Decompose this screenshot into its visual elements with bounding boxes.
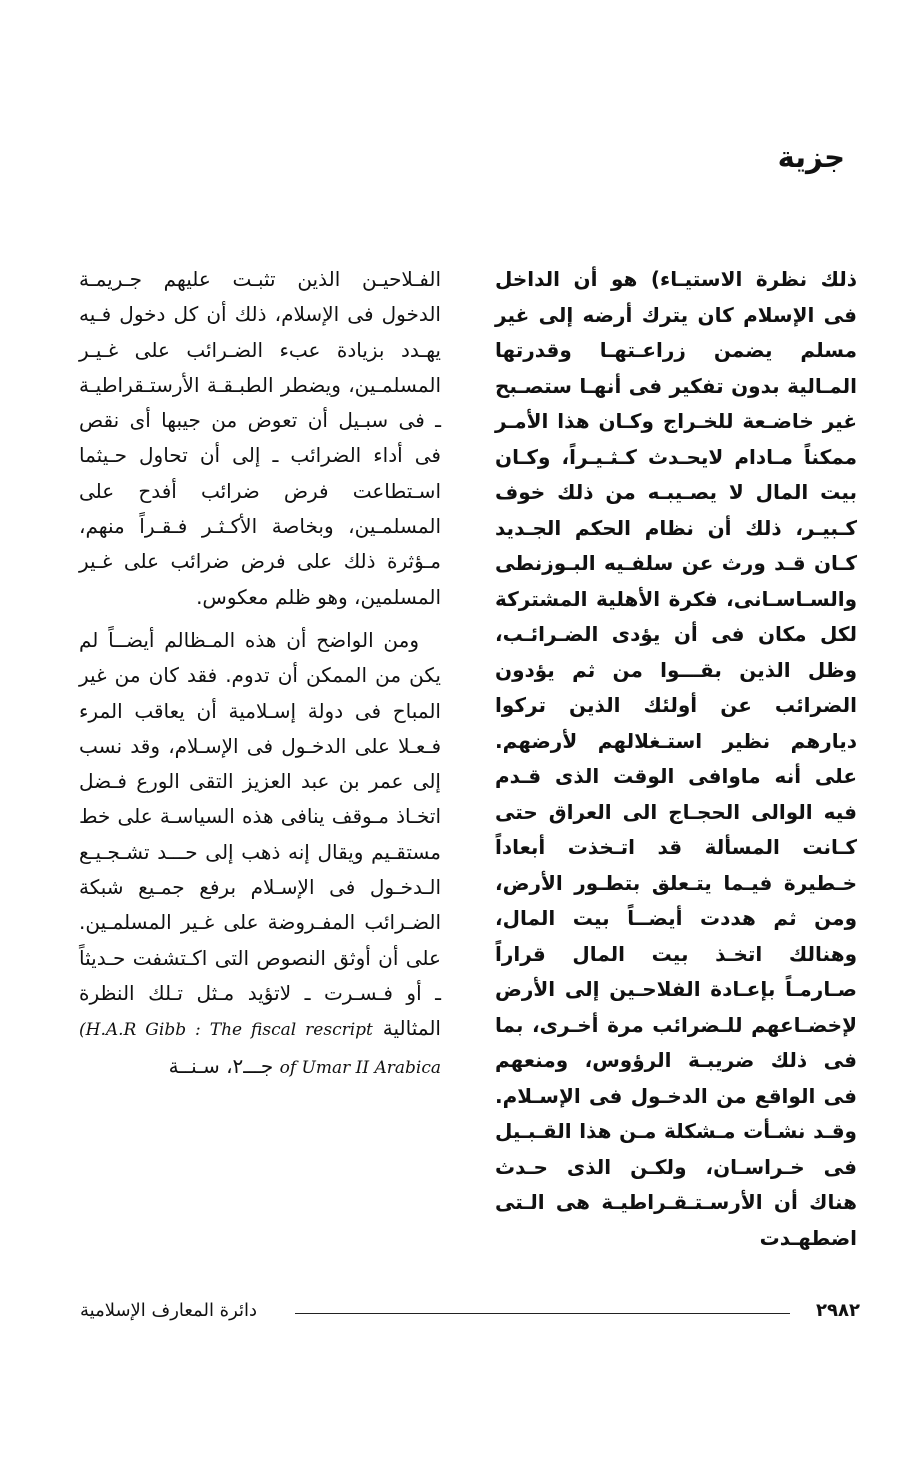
footer-page-number: ٢٩٨٢ [816, 1300, 860, 1321]
right-text-column [495, 262, 857, 1256]
citation-english-2: of Umar II Arabica [279, 1057, 441, 1078]
left-column-paragraph-2-text: ومن الواضح أن هذه المـظالم أيضــاً لم يكن من الممكن أن تدوم. فقد كان من غير المباح فى دولة إسـلامية أن يعاقب المرء فـعـلا على الدخـول فى الإسـلام، وقد نسب إلى عمر بن عبد العزيز التقى الورع فـضل اتخـاذ مـوقف ينافى هذه السياسـة على خط مستقـيم ويقال إنه ذهب إلى حـــد تشـجـيـع الـدخـول فى الإسـلام برفع جمـيع شبكة الضـرائب المفـروضة على غـير المسلمـين. على أن أوثق النصوص التى اكـتشفت حـديثاً ـ أو فـسـرت ـ لاتؤيد مـثل تـلك النظرة المثالية [79, 627, 441, 1041]
citation-english-1: (H.A.R Gibb : The fiscal rescript [79, 1020, 373, 1041]
left-column-paragraph-2 [79, 623, 441, 1086]
footer-rule [295, 1313, 790, 1314]
article-heading: جزية [777, 140, 845, 174]
footer-journal-name: دائرة المعارف الإسلامية [80, 1300, 258, 1321]
citation-arabic-volume: جـــ٢، سـنــة [168, 1053, 274, 1078]
right-column-text: ذلك نظرة الاستيـاء) هو أن الداخل فى الإسلام كان يترك أرضه إلى غير مسلم يضمن زراعـتهـا وقدرتها المـالية بدون تفكير فى أنهـا ستصـبح غير خاضـعة للخـراج وكـان هذا الأمـر ممكناً مـادام لايحـدث كـثـيـراً، وكـان بيت المال لا يصـيبـه من ذلك خوف كـبيـر، ذلك أن نظام الحكم الجـديد كـان قـد ورث عن سلفـيه البـوزنطى والسـاسـانى، فكرة الأهلية المشتركة لكل مكان فى أن يؤدى الضـرائـب، وظل الذين بقـــوا من ثم يؤدون الضرائب عن أولئك الذين تركوا ديارهم نظير استـغلالهم لأرضهم. على أنه ماوافى الوقت الذى قـدم فيه الوالى الحجـاج الى العراق حتى كـانت المسألة قد اتـخذت أبعاداً خـطيرة فيـما يتـعلق بتطـور الأرض، ومن ثم هددت أيضــاً بيت المال، وهنالك اتخـذ بيت المال قراراً صـارمـاً بإعـادة الفلاحـين إلى الأرض لإخضـاعهم للـضرائب مرة أخـرى، بما فى ذلك ضريبـة الرؤوس، ومنعهم فى الواقع من الدخـول فى الإسـلام. وقـد نشـأت مـشكلة مـن هذا القـبـيل فى خـراسـان، ولكـن الذى حـدث هناك أن الأرسـتـقـراطيـة هى الـتى اضطهـدت [495, 267, 857, 1250]
page-footer [80, 1300, 860, 1326]
left-text-column [79, 262, 441, 1086]
left-column-paragraph-1: الفـلاحيـن الذين تثبـت عليهم جـريمـة الدخول فى الإسلام، ذلك أن كل دخول فـيه يهـدد بزيادة عبء الضـرائب على غـيـر المسلمـين، ويضطر الطبـقـة الأرستـقراطيـة ـ فى سبـيل أن تعوض من جيبها أى نقص فى أداء الضرائب ـ إلى أن تحاول حـيثما اسـتطاعت فرض ضرائب أفدح على المسلمـين، وبخاصة الأكـثـر فـقـراً منهم، مـؤثرة ذلك على فرض ضرائب على غـير المسلمين، وهو ظلم معكوس. [79, 267, 441, 609]
